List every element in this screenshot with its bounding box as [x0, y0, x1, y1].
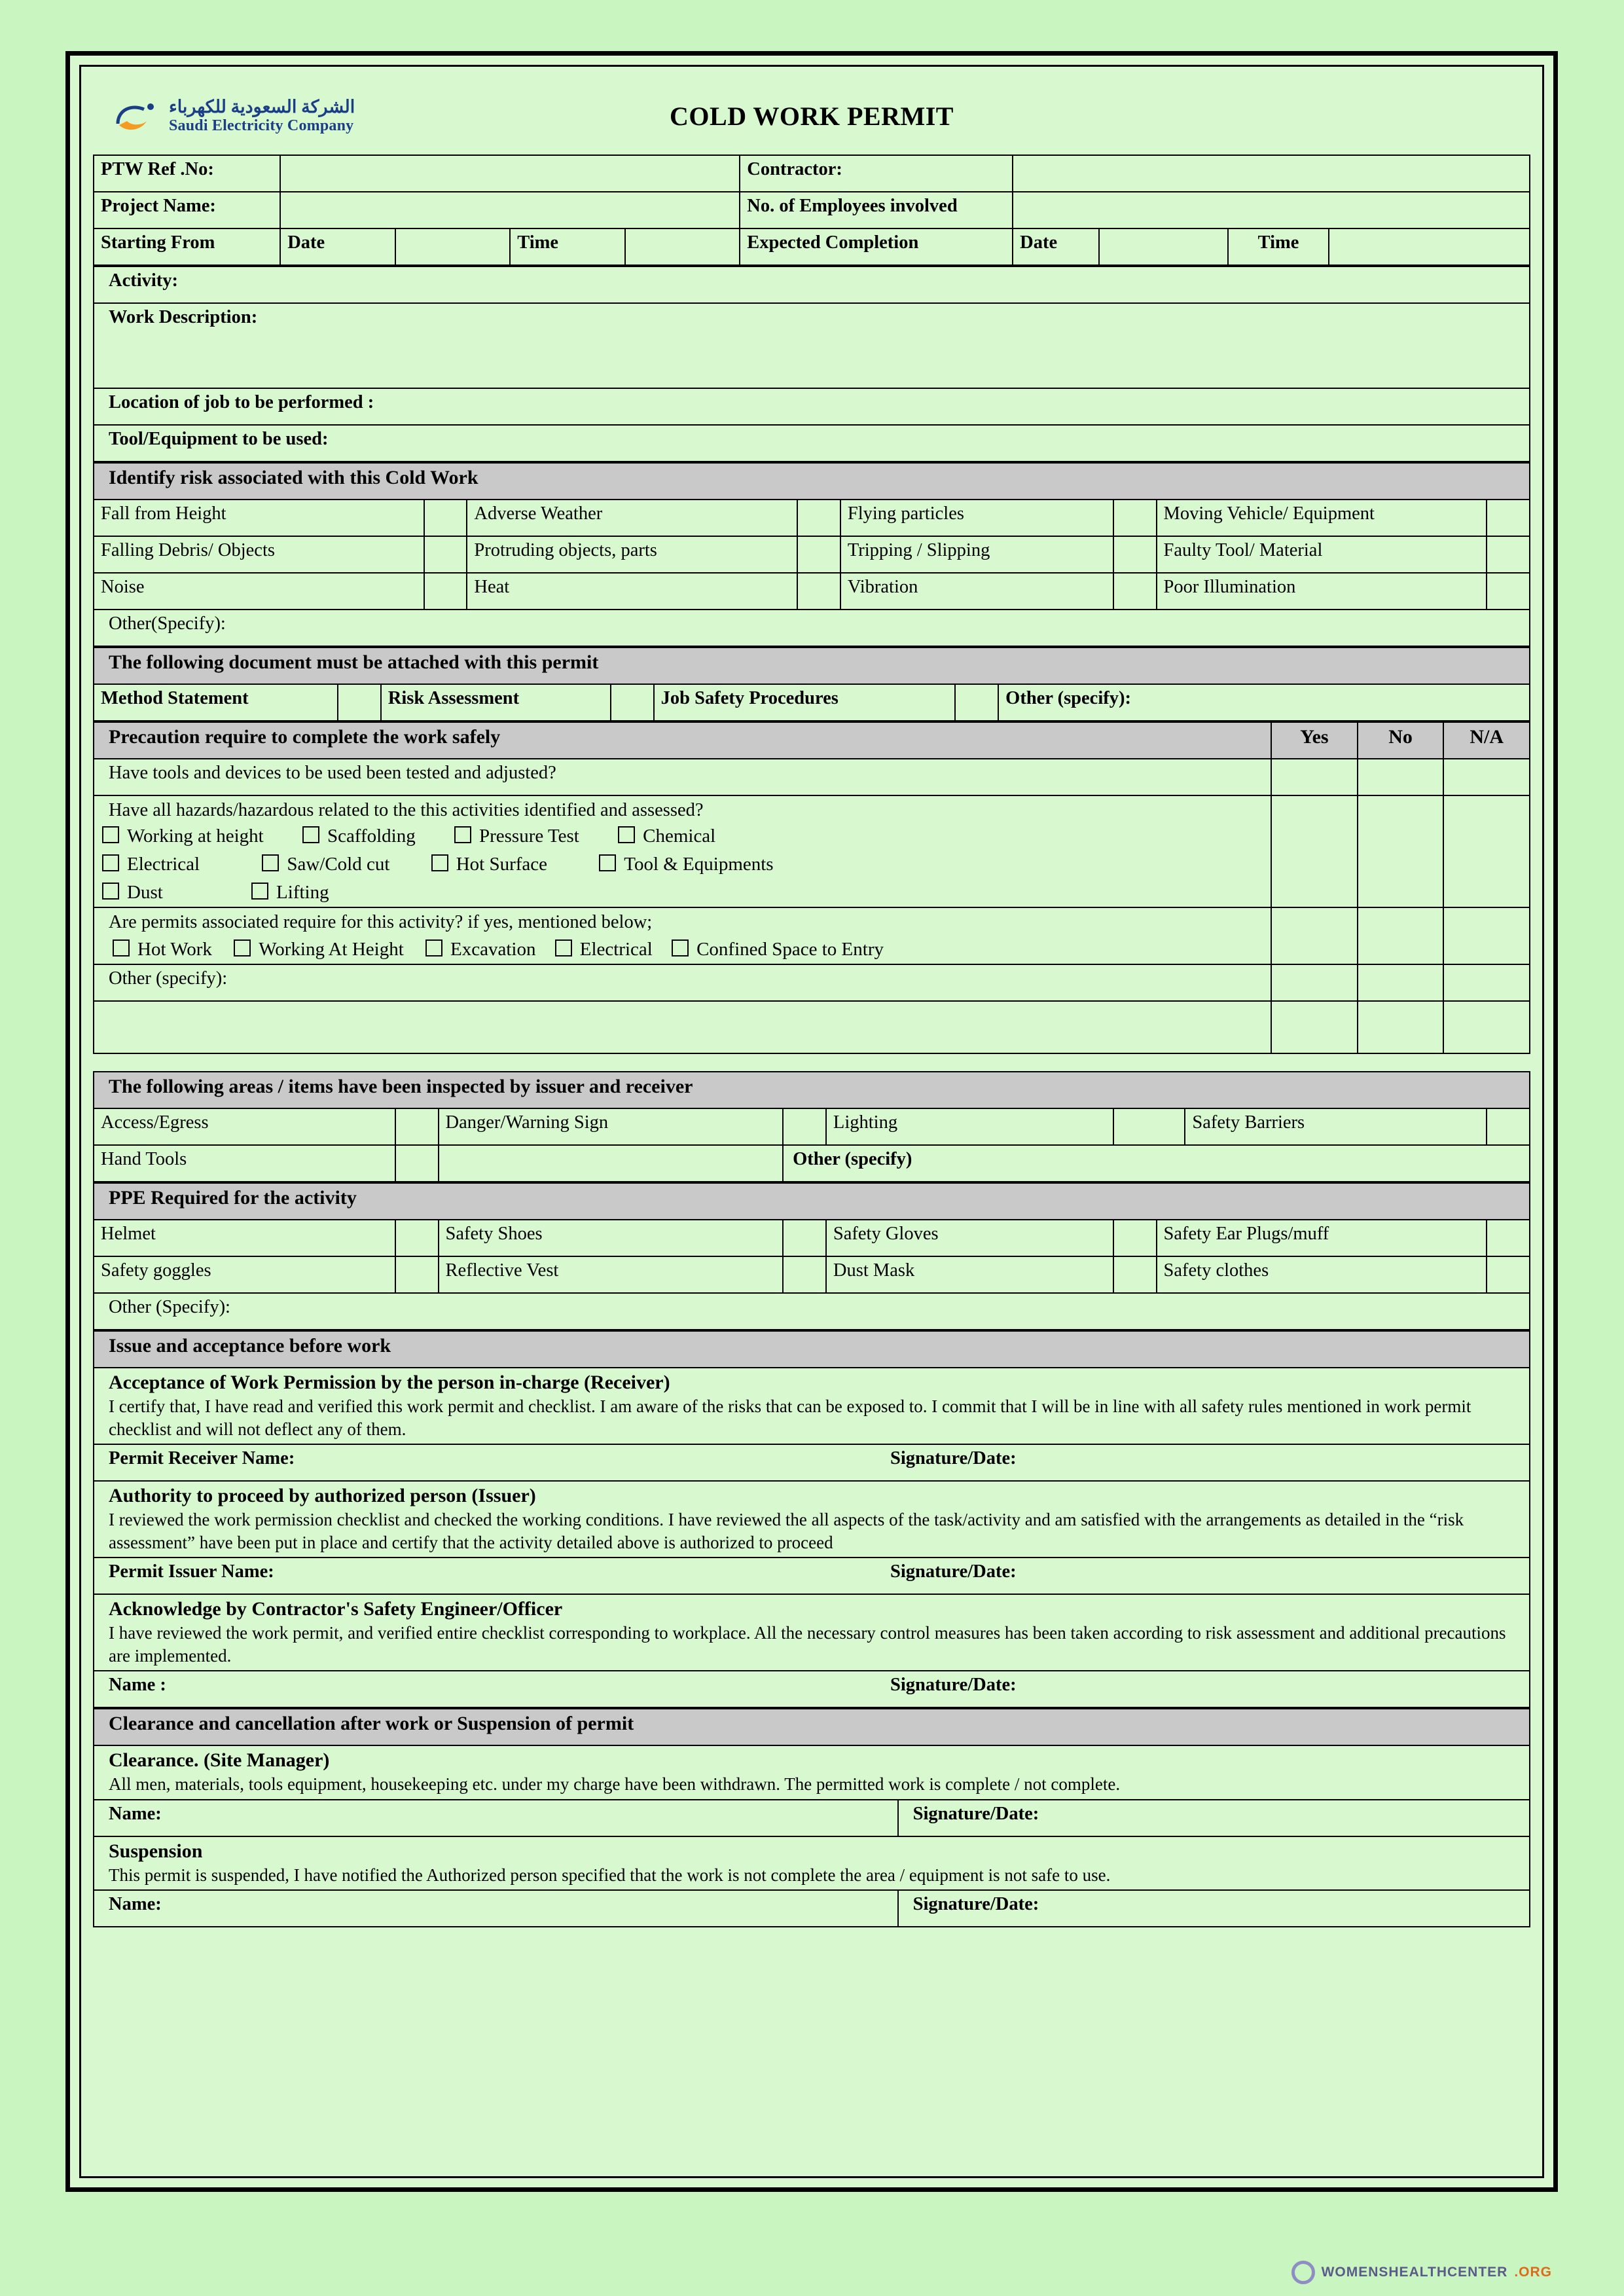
hazard-label: Working at height — [127, 826, 264, 847]
answer-no[interactable] — [1358, 907, 1444, 964]
ppe-check[interactable] — [395, 1256, 439, 1293]
risk-check[interactable] — [1113, 500, 1157, 536]
suspension-signature-field[interactable]: Signature/Date: — [898, 1890, 1530, 1927]
document-header — [93, 77, 1530, 155]
start-date-input[interactable] — [395, 228, 511, 265]
issue-heading: Issue and acceptance before work — [94, 1331, 1530, 1368]
table-row — [94, 1072, 1530, 1108]
risk-check[interactable] — [797, 500, 840, 536]
risk-section-heading: Identify risk associated with this Cold Work — [94, 463, 1530, 500]
table-row — [94, 536, 1530, 573]
precautions-heading: Precaution require to complete the work safely — [94, 722, 1271, 759]
starting-from-label: Starting From — [94, 228, 280, 265]
ppe-item: Safety Gloves — [826, 1220, 1113, 1256]
engineer-name-field[interactable]: Name : — [94, 1671, 812, 1707]
permit-label: Working At Height — [259, 939, 404, 960]
hazard-label: Electrical — [127, 854, 200, 875]
ppe-item: Safety goggles — [94, 1256, 395, 1293]
checkbox-electrical-permit[interactable] — [555, 939, 572, 957]
document-item: Risk Assessment — [381, 684, 611, 721]
checkbox-hot-surface[interactable] — [431, 854, 448, 871]
precautions-blank-field[interactable] — [94, 1001, 1271, 1053]
risk-other-field[interactable]: Other(Specify): — [94, 610, 1530, 646]
checkbox-saw-cold-cut[interactable] — [262, 854, 279, 871]
suspension-title: Suspension — [109, 1840, 203, 1862]
precautions-other-field[interactable]: Other (specify): — [94, 964, 1271, 1001]
table-row — [94, 425, 1530, 462]
contractor-label: Contractor: — [740, 155, 1013, 192]
table-row — [94, 684, 1530, 721]
suspension-block — [94, 1836, 1530, 1891]
table-row — [94, 192, 1530, 228]
page-title: COLD WORK PERMIT — [670, 101, 954, 131]
table-row — [94, 1331, 1530, 1368]
permits-block — [94, 907, 1271, 964]
precaution-question-2: Have all hazards/hazardous related to the this activities identified and assessed? — [109, 800, 704, 820]
risk-item: Vibration — [840, 573, 1113, 610]
clearance-heading: Clearance and cancellation after work or Suspension of permit — [94, 1709, 1530, 1745]
risk-check[interactable] — [1487, 500, 1530, 536]
start-date-label: Date — [280, 228, 395, 265]
table-row — [94, 1481, 1530, 1558]
expected-completion-label: Expected Completion — [740, 228, 1013, 265]
answer-yes[interactable] — [1271, 795, 1358, 907]
hazards-block — [94, 795, 1271, 907]
employees-label: No. of Employees involved — [740, 192, 1013, 228]
risk-item: Heat — [467, 573, 797, 610]
watermark-tld: .ORG — [1514, 2265, 1552, 2280]
checkbox-confined-space[interactable] — [672, 939, 689, 957]
checkbox-working-at-height-permit[interactable] — [234, 939, 251, 957]
answer-na[interactable] — [1443, 795, 1530, 907]
document-check[interactable] — [611, 684, 654, 721]
inspection-check[interactable] — [1113, 1108, 1185, 1145]
table-row — [94, 1368, 1530, 1444]
table-row — [94, 964, 1530, 1001]
issuer-text: I reviewed the work permission checklist and checked the working conditions. I have reviewed the all aspects of the task/activity and am satisfied with the arrangements as detailed in the “risk assessment” have been put in place and certify that the activity detailed above is authorized to proceed — [109, 1510, 1464, 1552]
precaution-question-1: Have tools and devices to be used been tested and adjusted? — [94, 759, 1271, 795]
permit-label: Excavation — [450, 939, 536, 960]
engineer-title: Acknowledge by Contractor's Safety Engineer/Officer — [109, 1598, 563, 1620]
inspection-item: Hand Tools — [94, 1145, 395, 1182]
company-name-arabic: الشركة السعودية للكهرباء — [169, 96, 355, 117]
checkbox-electrical[interactable] — [102, 854, 119, 871]
document-item: Method Statement — [94, 684, 338, 721]
checkbox-excavation[interactable] — [425, 939, 442, 957]
checkbox-tool-equipments[interactable] — [599, 854, 616, 871]
answer-no[interactable] — [1358, 795, 1444, 907]
risk-check[interactable] — [424, 500, 467, 536]
receiver-block — [94, 1368, 1530, 1444]
hazard-label: Hot Surface — [456, 854, 547, 875]
answer-na[interactable] — [1443, 1001, 1530, 1053]
completion-date-input[interactable] — [1099, 228, 1228, 265]
permit-label: Electrical — [579, 939, 653, 960]
ppe-check[interactable] — [1487, 1256, 1530, 1293]
employees-input[interactable] — [1013, 192, 1530, 228]
permit-document — [65, 51, 1558, 2192]
issuer-title: Authority to proceed by authorized person (Issuer) — [109, 1485, 536, 1507]
table-row — [94, 573, 1530, 610]
table-row — [94, 795, 1530, 907]
hazard-label: Tool & Equipments — [624, 854, 774, 875]
table-row — [94, 1108, 1530, 1145]
inspection-item: Access/Egress — [94, 1108, 395, 1145]
answer-na[interactable] — [1443, 759, 1530, 795]
table-row — [94, 1444, 1530, 1481]
hazard-label: Dust — [127, 882, 163, 903]
watermark-footer — [1291, 2261, 1552, 2284]
project-name-input[interactable] — [280, 192, 740, 228]
table-row — [94, 1745, 1530, 1800]
table-row — [94, 1293, 1530, 1330]
suspension-text: This permit is suspended, I have notified the Authorized person specified that the work is not complete the area / equipment is not safe to use. — [109, 1865, 1111, 1885]
risk-check[interactable] — [1487, 573, 1530, 610]
issuer-signature-field[interactable]: Signature/Date: — [812, 1558, 1530, 1594]
table-row — [94, 1220, 1530, 1256]
risk-check[interactable] — [424, 573, 467, 610]
table-row — [94, 1709, 1530, 1745]
hazard-label: Scaffolding — [327, 826, 416, 847]
hazards-row-2 — [94, 850, 1271, 879]
ptw-ref-input[interactable] — [280, 155, 740, 192]
top-fields-table — [93, 155, 1530, 266]
spacer — [93, 1054, 1530, 1071]
precaution-question-3: Are permits associated require for this activity? if yes, mentioned below; — [109, 912, 653, 932]
ppe-check[interactable] — [395, 1220, 439, 1256]
document-other-field[interactable]: Other (specify): — [998, 684, 1530, 721]
inspection-item: Safety Barriers — [1185, 1108, 1487, 1145]
table-row — [94, 907, 1530, 964]
checkbox-working-at-height[interactable] — [102, 826, 119, 843]
permit-label: Confined Space to Entry — [696, 939, 884, 960]
documents-table — [93, 647, 1530, 721]
completion-time-input[interactable] — [1329, 228, 1530, 265]
ptw-ref-label: PTW Ref .No: — [94, 155, 280, 192]
activity-table — [93, 266, 1530, 462]
inspection-other-field[interactable]: Other (specify) — [783, 1145, 1530, 1182]
answer-yes[interactable] — [1271, 907, 1358, 964]
inspection-table — [93, 1071, 1530, 1182]
answer-yes[interactable] — [1271, 759, 1358, 795]
table-row — [94, 155, 1530, 192]
work-description-field[interactable]: Work Description: — [94, 303, 1530, 388]
inspection-check[interactable] — [783, 1108, 826, 1145]
answer-na[interactable] — [1443, 907, 1530, 964]
documents-heading: The following document must be attached with this permit — [94, 647, 1530, 684]
receiver-title: Acceptance of Work Permission by the person in-charge (Receiver) — [109, 1372, 670, 1393]
table-row — [94, 1671, 1530, 1707]
clearance-name-field[interactable]: Name: — [94, 1800, 898, 1836]
hazard-label: Pressure Test — [478, 826, 579, 847]
document-check[interactable] — [955, 684, 998, 721]
ring-icon — [1291, 2261, 1315, 2284]
project-name-label: Project Name: — [94, 192, 280, 228]
hazard-label: Saw/Cold cut — [287, 854, 390, 875]
hazard-label: Chemical — [643, 826, 716, 847]
precautions-table — [93, 721, 1530, 1054]
clearance-table — [93, 1708, 1530, 1927]
checkbox-dust[interactable] — [102, 883, 119, 900]
risk-check[interactable] — [797, 536, 840, 573]
clearance-block — [94, 1745, 1530, 1800]
hazard-label: Lifting — [276, 882, 329, 903]
risk-item: Falling Debris/ Objects — [94, 536, 424, 573]
document-item: Job Safety Procedures — [654, 684, 956, 721]
issue-acceptance-table — [93, 1330, 1530, 1708]
table-row — [94, 228, 1530, 265]
table-row — [94, 1890, 1530, 1927]
completion-time-label: Time — [1228, 228, 1329, 265]
inspection-check[interactable] — [395, 1108, 439, 1145]
answer-no[interactable] — [1358, 964, 1444, 1001]
table-row — [94, 388, 1530, 425]
inspection-heading: The following areas / items have been inspected by issuer and receiver — [94, 1072, 1530, 1108]
receiver-text: I certify that, I have read and verified this work permit and checklist. I am aware of the risks that can be exposed to. I commit that I will be in line with all safety rules mentioned in work permit checklist and will not deflect any of them. — [109, 1396, 1471, 1439]
table-row — [94, 1256, 1530, 1293]
tools-field[interactable]: Tool/Equipment to be used: — [94, 425, 1530, 462]
inspection-check[interactable] — [1487, 1108, 1530, 1145]
table-row — [94, 610, 1530, 646]
start-time-input[interactable] — [625, 228, 740, 265]
risk-table — [93, 462, 1530, 647]
document-inner-frame — [79, 65, 1544, 2178]
table-row — [94, 303, 1530, 388]
table-row — [94, 647, 1530, 684]
table-row — [94, 463, 1530, 500]
risk-item: Adverse Weather — [467, 500, 797, 536]
permits-row — [94, 936, 1271, 964]
ppe-check[interactable] — [783, 1220, 826, 1256]
answer-no[interactable] — [1358, 1001, 1444, 1053]
answer-yes[interactable] — [1271, 1001, 1358, 1053]
hazards-row-3 — [94, 879, 1271, 907]
risk-item: Fall from Height — [94, 500, 424, 536]
watermark-brand: WOMENSHEALTHCENTER — [1321, 2265, 1508, 2280]
table-row — [94, 1800, 1530, 1836]
checkbox-lifting[interactable] — [251, 883, 268, 900]
company-name-english: Saudi Electricity Company — [169, 117, 354, 134]
answer-yes[interactable] — [1271, 964, 1358, 1001]
clearance-text: All men, materials, tools equipment, housekeeping etc. under my charge have been withdrawn. The permitted work is complete / not complete. — [109, 1774, 1121, 1795]
table-row — [94, 1836, 1530, 1891]
table-row — [94, 1183, 1530, 1220]
ppe-item: Helmet — [94, 1220, 395, 1256]
checkbox-scaffolding[interactable] — [302, 826, 319, 843]
hazards-row-1 — [94, 822, 1271, 850]
clearance-signature-field[interactable]: Signature/Date: — [898, 1800, 1530, 1836]
risk-item: Poor Illumination — [1157, 573, 1487, 610]
ppe-check[interactable] — [1113, 1256, 1157, 1293]
ppe-check[interactable] — [783, 1256, 826, 1293]
inspection-item: Danger/Warning Sign — [439, 1108, 784, 1145]
table-row — [94, 266, 1530, 303]
location-field[interactable]: Location of job to be performed : — [94, 388, 1530, 425]
ppe-item: Safety Ear Plugs/muff — [1157, 1220, 1487, 1256]
checkbox-chemical[interactable] — [618, 826, 635, 843]
engineer-text: I have reviewed the work permit, and verified entire checklist corresponding to workplace. All the necessary control measures has been taken according to risk assessment and additional precautions are implemented. — [109, 1623, 1506, 1666]
answer-na[interactable] — [1443, 964, 1530, 1001]
ppe-item: Safety Shoes — [439, 1220, 784, 1256]
inspection-check[interactable] — [439, 1145, 784, 1182]
table-row — [94, 1001, 1530, 1053]
ppe-heading: PPE Required for the activity — [94, 1183, 1530, 1220]
engineer-signature-field[interactable]: Signature/Date: — [812, 1671, 1530, 1707]
risk-check[interactable] — [1487, 536, 1530, 573]
ppe-item: Safety clothes — [1157, 1256, 1487, 1293]
suspension-name-field[interactable]: Name: — [94, 1890, 898, 1927]
table-row — [94, 1558, 1530, 1594]
table-row — [94, 1594, 1530, 1671]
completion-date-label: Date — [1013, 228, 1099, 265]
risk-item: Protruding objects, parts — [467, 536, 797, 573]
ppe-check[interactable] — [1113, 1220, 1157, 1256]
risk-check[interactable] — [797, 573, 840, 610]
inspection-check[interactable] — [395, 1145, 439, 1182]
permit-label: Hot Work — [137, 939, 212, 960]
contractor-input[interactable] — [1013, 155, 1530, 192]
risk-item: Moving Vehicle/ Equipment — [1157, 500, 1487, 536]
risk-item: Faulty Tool/ Material — [1157, 536, 1487, 573]
yes-column-header: Yes — [1271, 722, 1358, 759]
ppe-other-field[interactable]: Other (Specify): — [94, 1293, 1530, 1330]
answer-no[interactable] — [1358, 759, 1444, 795]
inspection-item: Lighting — [826, 1108, 1113, 1145]
risk-item: Tripping / Slipping — [840, 536, 1113, 573]
document-check[interactable] — [338, 684, 381, 721]
engineer-block — [94, 1594, 1530, 1671]
table-row — [94, 500, 1530, 536]
issuer-block — [94, 1481, 1530, 1558]
risk-check[interactable] — [1113, 573, 1157, 610]
risk-item: Flying particles — [840, 500, 1113, 536]
risk-check[interactable] — [1113, 536, 1157, 573]
table-row — [94, 722, 1530, 759]
ppe-table — [93, 1182, 1530, 1330]
no-column-header: No — [1358, 722, 1444, 759]
checkbox-pressure-test[interactable] — [454, 826, 471, 843]
activity-field[interactable]: Activity: — [94, 266, 1530, 303]
risk-check[interactable] — [424, 536, 467, 573]
ppe-check[interactable] — [1487, 1220, 1530, 1256]
ppe-item: Reflective Vest — [439, 1256, 784, 1293]
receiver-signature-field[interactable]: Signature/Date: — [812, 1444, 1530, 1481]
table-row — [94, 759, 1530, 795]
table-row — [94, 1145, 1530, 1182]
ppe-item: Dust Mask — [826, 1256, 1113, 1293]
clearance-title: Clearance. (Site Manager) — [109, 1749, 330, 1772]
issuer-name-field[interactable]: Permit Issuer Name: — [94, 1558, 812, 1594]
risk-item: Noise — [94, 573, 424, 610]
checkbox-hot-work[interactable] — [113, 939, 130, 957]
receiver-name-field[interactable]: Permit Receiver Name: — [94, 1444, 812, 1481]
na-column-header: N/A — [1443, 722, 1530, 759]
start-time-label: Time — [510, 228, 625, 265]
